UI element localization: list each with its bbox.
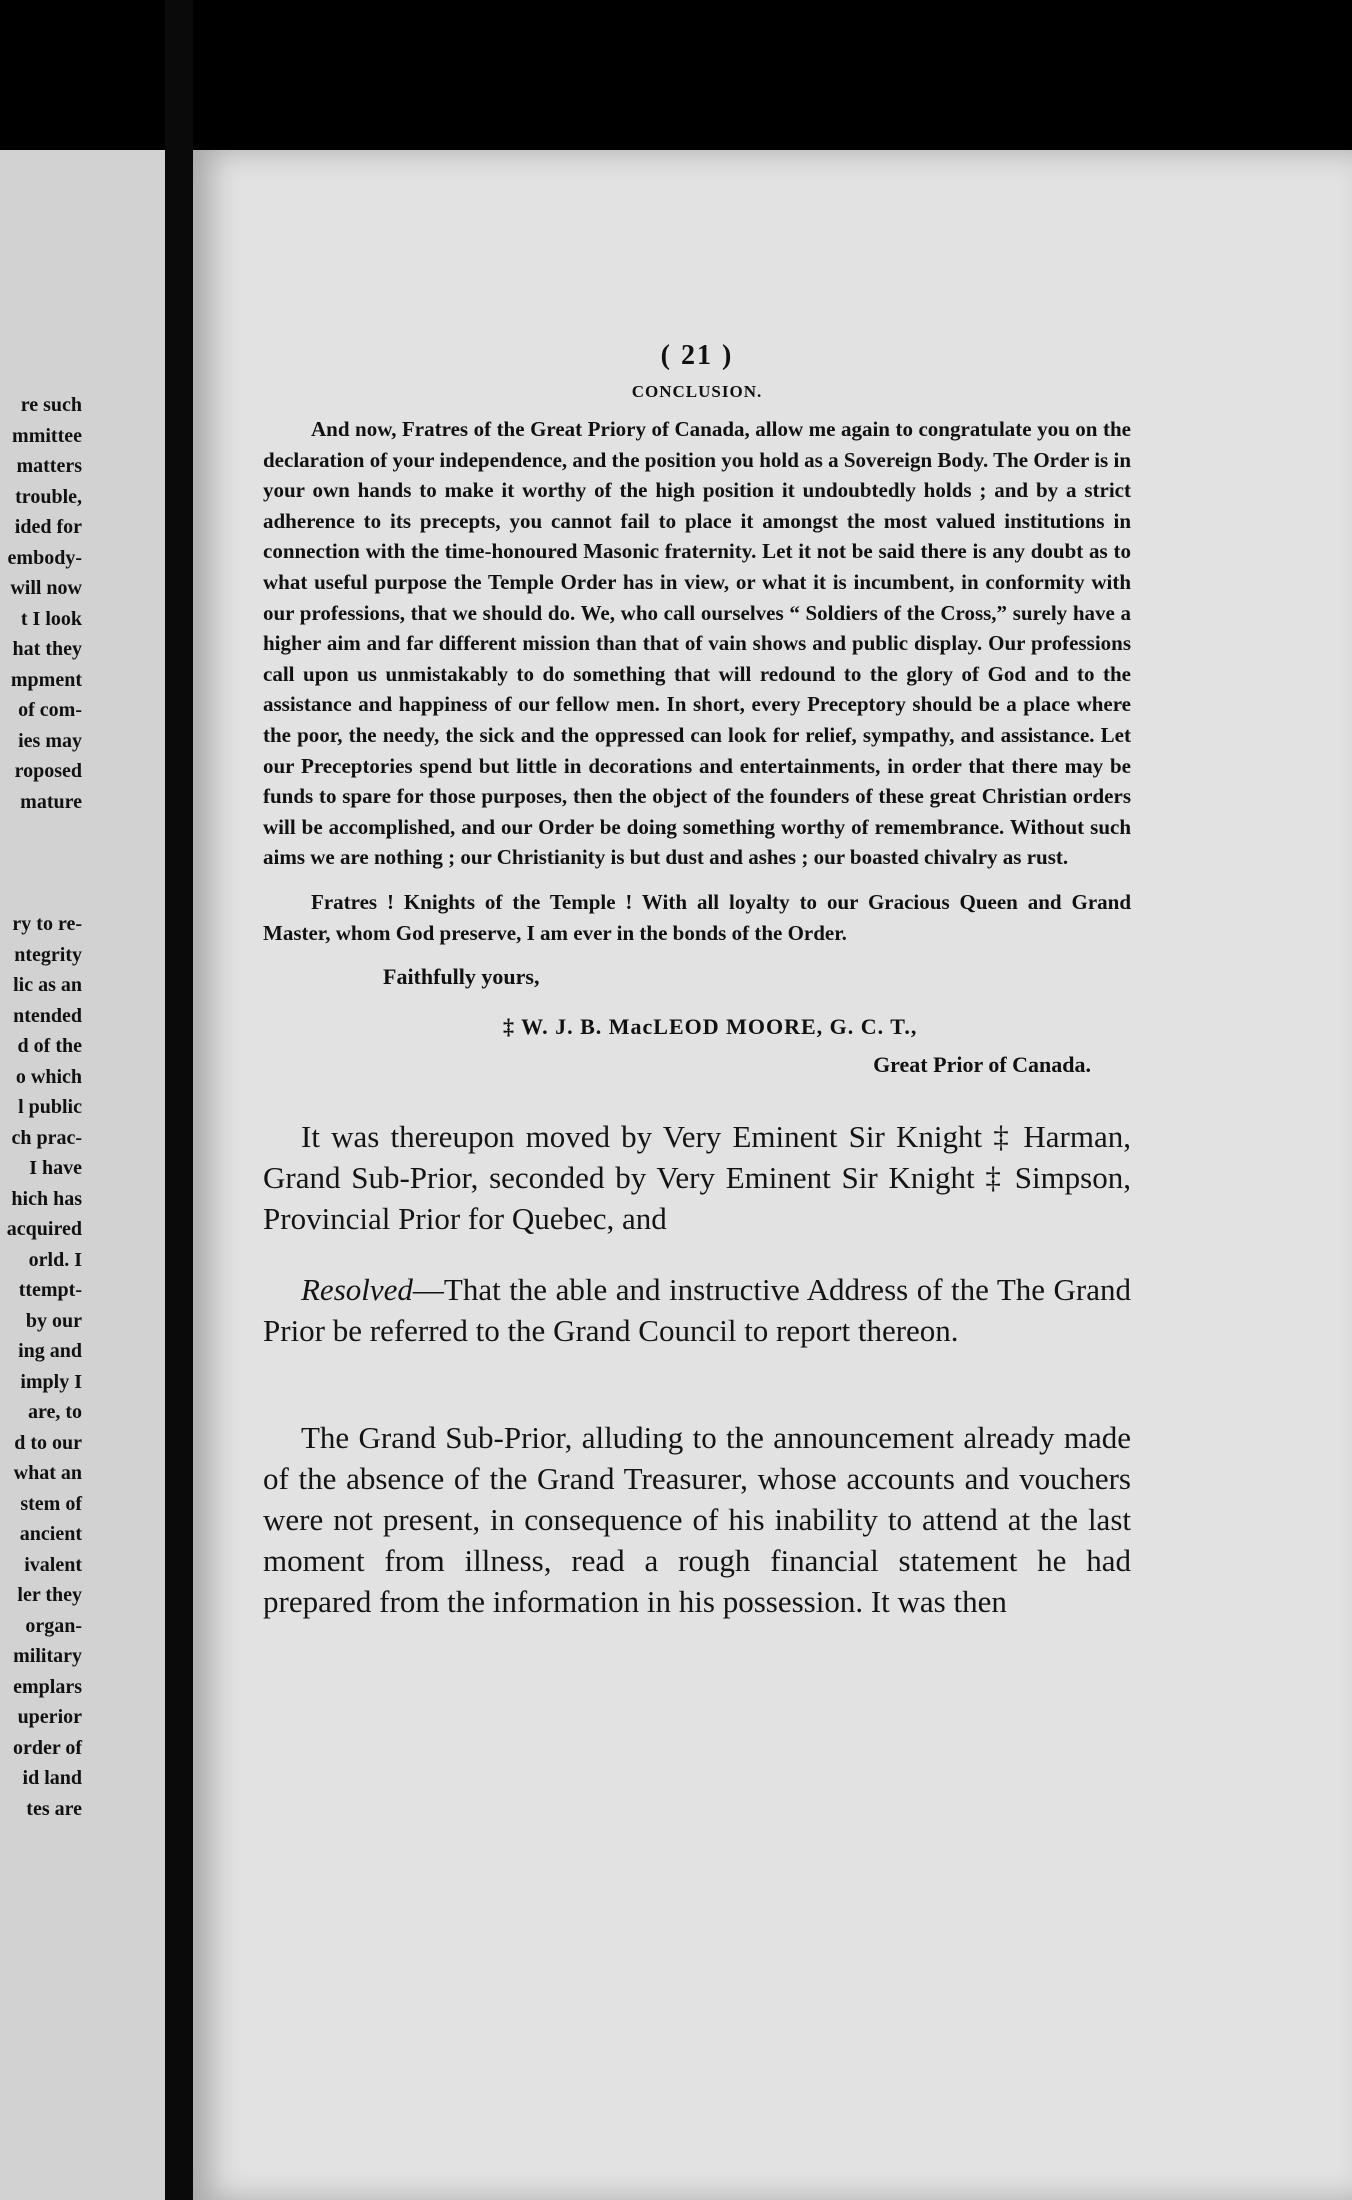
left-page-line: emplars [13,1675,82,1698]
minutes-text [263,1116,1131,1622]
left-page-line: t I look [20,607,82,630]
left-page-line: uperior [17,1706,82,1728]
left-page-line: organ- [25,1614,82,1637]
left-page-line: are, to [27,1401,82,1423]
treasurer-paragraph: The Grand Sub-Prior, alluding to the announcement already made of the absence of the Grand Treasurer, whose accounts and vouchers were not present, in consequence of his inability to attend at the last moment from illness, read a rough financial statement he had prepared from the information in his possession. It was then [263,1420,1131,1620]
main-page [193,150,1352,2200]
left-page-lower-lines [0,909,82,1824]
left-page-line: of com- [18,699,82,721]
conclusion-paragraph: And now, Fratres of the Great Priory of Canada, allow me again to congratulate you on the declaration of your independence, and the position you hold as a Sovereign Body. The Order is in your own hands to make it worthy of the high position it undoubtedly holds ; and by a strict adherence to its precepts, you cannot fail to place it amongst the most valued institutions in connection with the time-honoured Masonic fraternity. Let it not be said there is any doubt as to what useful purpose the Temple Order has in view, or what it is incumbent, in conformity with our professions, that we should do. We, who call ourselves “ Soldiers of the Cross,” surely have a higher aim and far different mission than that of vain shows and public display. Our professions call upon us unmistakably to do something that will redound to the glory of God and to the assistance and happiness of our fellow men. In short, every Preceptory should be a place where the poor, the needy, the sick and the oppressed can look for relief, sympathy, and assistance. Let our Preceptories spend but little in decorations and entertainments, in order that there may be funds to spare for those purposes, then the object of the founders of these great Christian orders will be accomplished, and our Order be doing something worthy of remembrance. Without such aims we are nothing ; our Christianity is but dust and ashes ; our boasted chivalry as rust. [263,417,1131,870]
left-page-line: hat they [12,638,82,660]
left-page-line: what an [13,1462,82,1484]
left-page-line: ancient [19,1523,82,1545]
left-page-line: orld. I [28,1248,82,1271]
left-page-line: ry to re- [12,913,82,935]
resolved-label: Resolved [301,1272,413,1308]
left-page-line: ler they [17,1584,82,1606]
valediction: Faithfully yours, [383,964,540,990]
left-page-line: roposed [14,760,82,782]
left-page-line: order of [12,1736,82,1759]
left-page-line: ided for [14,516,82,538]
left-page-line: embody- [7,546,82,569]
left-facing-page [0,150,165,2200]
left-page-line: o which [15,1065,82,1088]
left-page-line: ttempt- [18,1279,82,1301]
left-page-line: d of the [17,1035,82,1057]
left-page-line: ivalent [24,1553,82,1576]
signer-title: Great Prior of Canada. [873,1052,1091,1078]
left-page-line: by our [25,1309,82,1332]
left-page-text [0,390,82,1824]
left-page-line: trouble, [15,485,82,508]
letter-closing [263,964,1131,1078]
motion-paragraph: It was thereupon moved by Very Eminent Sir Knight ‡ Harman, Grand Sub-Prior, seconded by Very Eminent Sir Knight ‡ Simpson, Provincial Prior for Quebec, and [263,1119,1131,1237]
left-page-line: will now [10,577,82,599]
signature: ‡ W. J. B. MacLEOD MOORE, G. C. T., [503,1014,918,1040]
left-page-upper-lines [0,390,82,817]
section-heading: CONCLUSION. [631,382,763,401]
left-page-line: stem of [20,1492,82,1515]
left-page-line: military [13,1645,82,1667]
page-content [263,340,1131,1622]
left-page-line: acquired [6,1218,82,1240]
left-page-line: matters [16,455,82,477]
conclusion-closing-paragraph: Fratres ! Knights of the Temple ! With all loyalty to our Gracious Queen and Grand Master, whom God preserve, I am ever in the bonds of the Order. [263,889,1131,945]
page-number: ( 21 ) [660,340,734,371]
left-page-line: ing and [18,1340,82,1362]
left-page-line: ntegrity [14,943,82,966]
left-page-line: d to our [14,1431,82,1454]
left-page-line: tes are [26,1797,82,1820]
left-page-line: mmittee [12,424,82,447]
left-page-line: lic as an [13,974,82,996]
book-gutter [165,0,193,2200]
left-page-line: re such [20,394,82,416]
conclusion-address [263,414,1131,948]
left-page-line: ch prac- [11,1126,82,1149]
left-page-line: imply I [20,1370,82,1393]
left-page-line: l public [18,1096,82,1118]
left-page-line: id land [22,1767,82,1789]
left-page-line: ies may [18,729,82,752]
left-page-line: mpment [10,668,82,691]
left-page-line: ntended [13,1004,82,1027]
resolution-text: —That the able and instructive Address of the The Grand Prior be referred to the Grand Council to report thereon. [263,1272,1131,1349]
left-page-line: mature [20,790,82,813]
left-page-gap [0,817,82,909]
resolution-paragraph [263,1269,1131,1351]
left-page-line: I have [29,1157,82,1179]
left-page-line: hich has [11,1187,82,1210]
